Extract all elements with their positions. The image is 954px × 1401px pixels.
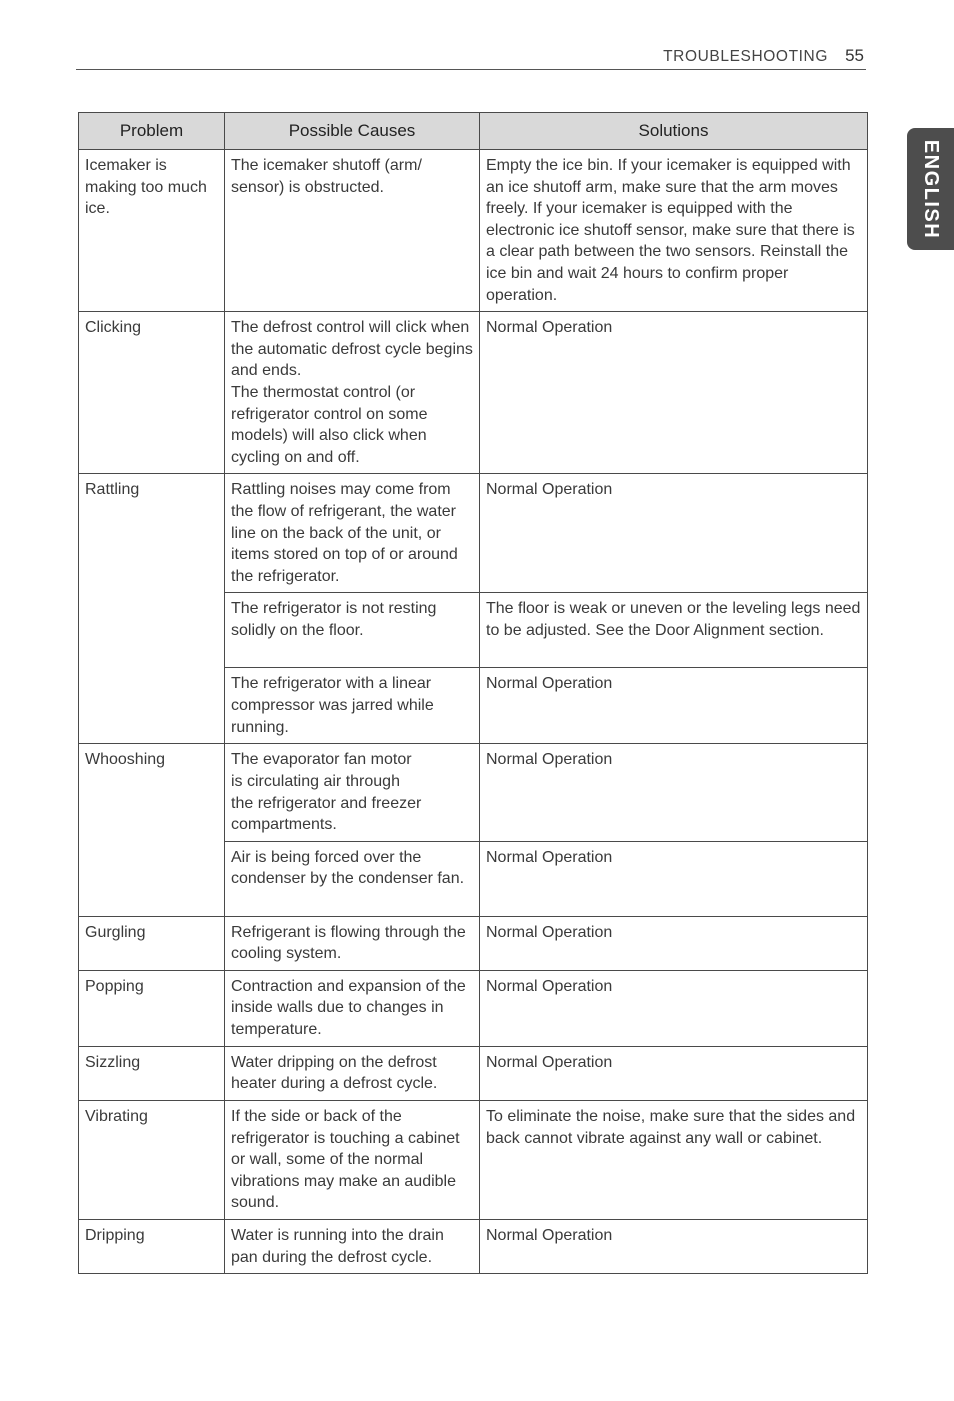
language-tab — [907, 128, 954, 250]
cause-cell — [225, 841, 480, 916]
problem-text: Whooshing — [85, 751, 166, 769]
solution-cell — [480, 150, 868, 312]
header-solutions: Solutions — [480, 113, 868, 150]
solution-cell — [480, 1220, 868, 1274]
solution-text: Empty the ice bin. If your icemaker is equipped with an ice shutoff arm, make sure that the arm moves freely. If your icemaker is equipped with the electronic ice shutoff sensor, make sure that there is a clear path between the two sensors. Reinstall the ice bin and wait 24 hours to confirm proper operation. — [486, 157, 855, 304]
solution-text: Normal Operation — [486, 481, 613, 499]
table-row — [79, 150, 868, 312]
solution-cell — [480, 474, 868, 593]
solution-text: Normal Operation — [486, 751, 613, 769]
solution-text: Normal Operation — [486, 977, 613, 995]
cause-cell — [225, 970, 480, 1046]
problem-cell — [79, 150, 225, 312]
solution-cell — [480, 970, 868, 1046]
header-problem: Problem — [79, 113, 225, 150]
cause-text: The refrigerator with a linear compressor was jarred while running. — [231, 675, 434, 736]
cause-text: Water is running into the drain pan during the defrost cycle. — [231, 1227, 444, 1266]
solution-cell — [480, 1046, 868, 1100]
solution-cell — [480, 668, 868, 744]
solution-cell — [480, 1101, 868, 1220]
cause-text: Water dripping on the defrost heater during a defrost cycle. — [231, 1053, 438, 1093]
problem-text: Popping — [85, 977, 144, 995]
problem-text: Sizzling — [85, 1053, 141, 1071]
page-header — [76, 48, 866, 70]
problem-cell — [79, 1046, 225, 1100]
problem-cell — [79, 1101, 225, 1220]
solution-text: The floor is weak or uneven or the leveling legs need to be adjusted. See the Door Alignment section. — [486, 600, 861, 639]
solution-text: Normal Operation — [486, 848, 613, 866]
cause-cell — [225, 1101, 480, 1220]
problem-text: Rattling — [85, 481, 140, 499]
cause-text: Rattling noises may come from the flow of refrigerant, the water line on the back of the unit, or items stored on top of or around the refrigerator. — [231, 481, 458, 585]
table-body — [79, 150, 868, 1274]
cause-text: The icemaker shutoff (arm/ sensor) is obstructed. — [231, 157, 422, 196]
problem-cell — [79, 970, 225, 1046]
solution-text: Normal Operation — [486, 1053, 613, 1071]
section-title: TROUBLESHOOTING — [663, 48, 828, 65]
table-row — [79, 1046, 868, 1100]
solution-text: Normal Operation — [486, 1227, 613, 1245]
table-row — [79, 1220, 868, 1274]
cause-cell — [225, 916, 480, 970]
cause-text: The evaporator fan motor is circulating air through the refrigerator and freezer compartments. — [231, 751, 422, 834]
cause-cell — [225, 312, 480, 474]
problem-text: Icemaker is making too much ice. — [85, 157, 207, 218]
language-tab-label: ENGLISH — [920, 139, 942, 239]
solution-text: Normal Operation — [486, 675, 613, 693]
problem-text: Gurgling — [85, 923, 146, 941]
problem-text: Dripping — [85, 1227, 145, 1245]
cause-cell — [225, 744, 480, 841]
problem-cell — [79, 1220, 225, 1274]
cause-cell — [225, 1220, 480, 1274]
cause-cell — [225, 593, 480, 668]
table-row — [79, 474, 868, 593]
cause-text: Refrigerant is flowing through the cooling system. — [231, 923, 466, 963]
cause-cell — [225, 150, 480, 312]
problem-text: Clicking — [85, 319, 142, 337]
solution-text: Normal Operation — [486, 923, 613, 941]
cause-text: The refrigerator is not resting solidly on the floor. — [231, 600, 437, 639]
solution-text: Normal Operation — [486, 319, 613, 337]
solution-text: To eliminate the noise, make sure that the sides and back cannot vibrate against any wall or cabinet. — [486, 1108, 856, 1147]
table-row — [79, 1101, 868, 1220]
solution-cell — [480, 593, 868, 668]
problem-text: Vibrating — [85, 1108, 148, 1126]
cause-text: Air is being forced over the condenser by the condenser fan. — [231, 848, 465, 888]
cause-text: The defrost control will click when the automatic defrost cycle begins and ends. The thermostat control (or refrigerator control on some models) will also click when cycling on and off. — [231, 319, 473, 466]
table-row — [79, 312, 868, 474]
cause-cell — [225, 668, 480, 744]
solution-cell — [480, 744, 868, 841]
problem-cell — [79, 474, 225, 744]
table-row — [79, 744, 868, 841]
solution-cell — [480, 916, 868, 970]
troubleshooting-table — [78, 112, 868, 1274]
cause-text: Contraction and expansion of the inside walls due to changes in temperature. — [231, 977, 466, 1039]
table-row — [79, 970, 868, 1046]
table-header-row — [79, 113, 868, 150]
problem-cell — [79, 916, 225, 970]
cause-cell — [225, 1046, 480, 1100]
problem-cell — [79, 312, 225, 474]
problem-cell — [79, 744, 225, 916]
cause-cell — [225, 474, 480, 593]
header-possible-causes: Possible Causes — [225, 113, 480, 150]
solution-cell — [480, 841, 868, 916]
solution-cell — [480, 312, 868, 474]
cause-text: If the side or back of the refrigerator is touching a cabinet or wall, some of the normal vibrations may make an audible sound. — [231, 1108, 460, 1212]
table-row — [79, 916, 868, 970]
page-number: 55 — [845, 46, 864, 65]
